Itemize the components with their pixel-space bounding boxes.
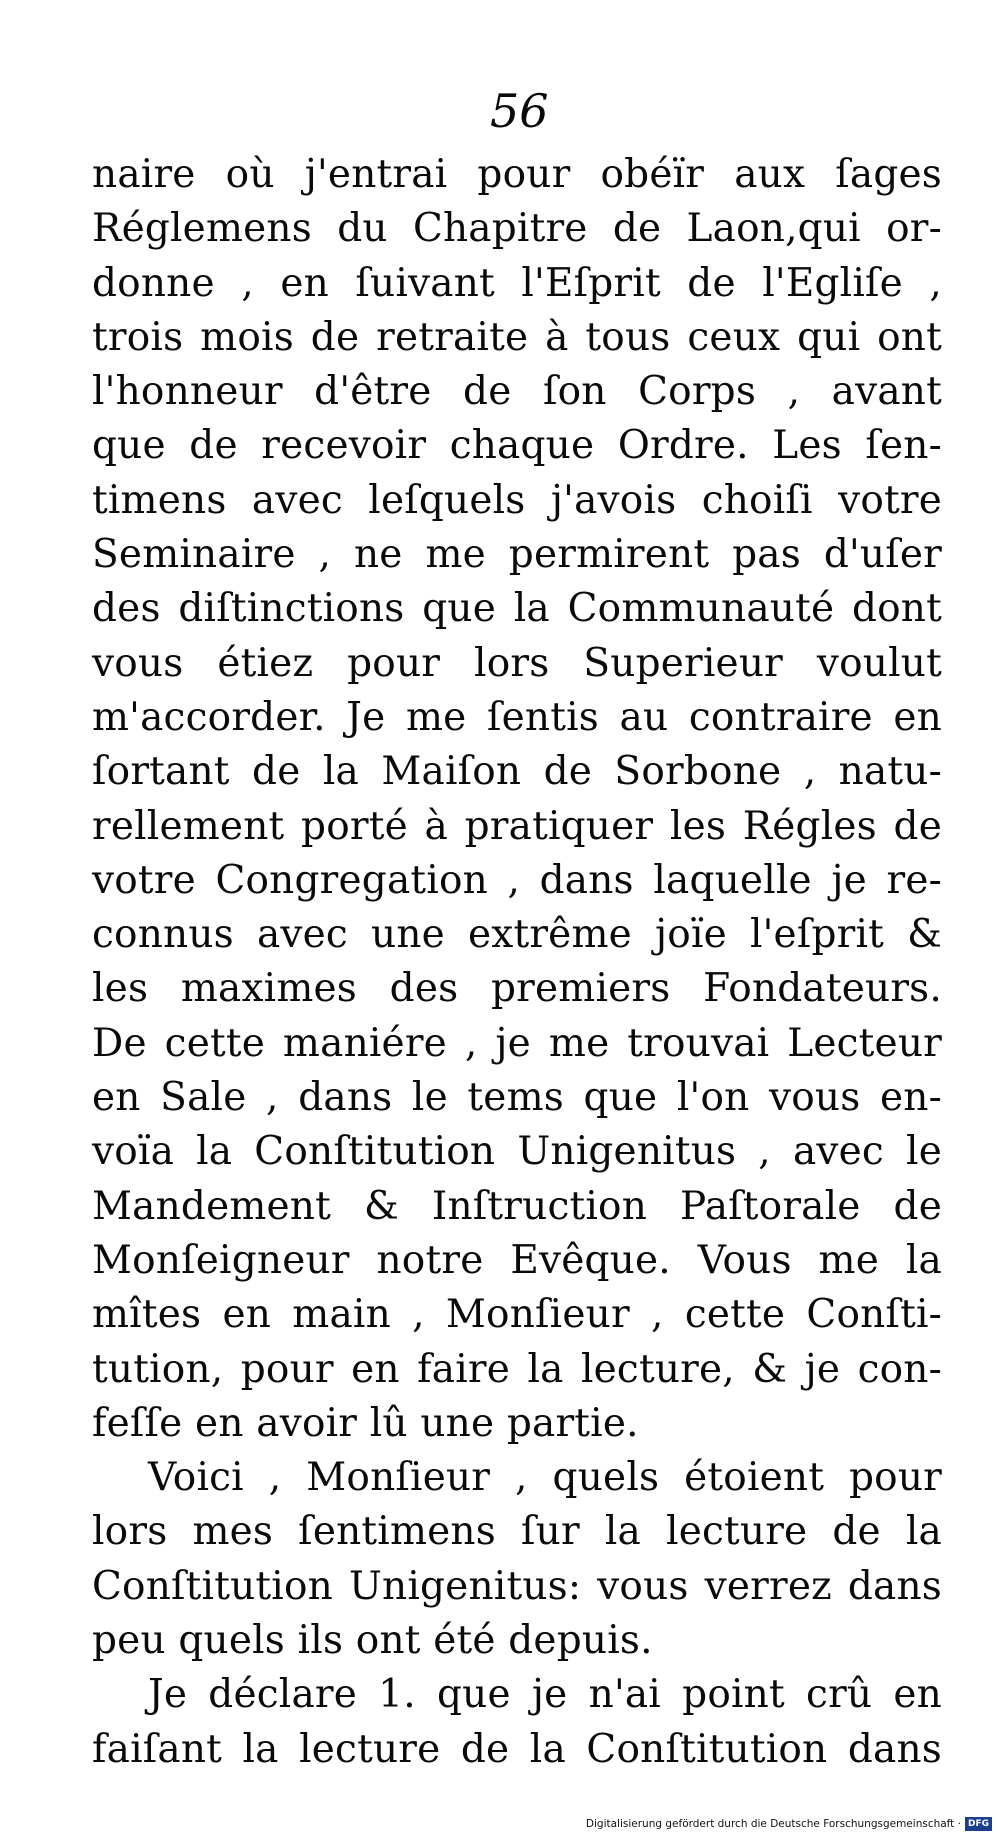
text-line: l'honneur d'être de ſon Corps , avant [92, 369, 942, 415]
text-line: que de recevoir chaque Ordre. Les ſen- [92, 423, 942, 469]
text-line: lors mes ſentimens ſur la lecture de la [92, 1509, 942, 1555]
text-line: feſſe en avoir lû une partie. [92, 1400, 639, 1446]
text-line: Je déclare 1. que je n'ai point crû en [148, 1672, 942, 1718]
text-line: Conſtitution Unigenitus: vous verrez dans [92, 1563, 942, 1609]
text-line: voïa la Conſtitution Unigenitus , avec le [92, 1129, 942, 1175]
text-line: peu quels ils ont été depuis. [92, 1618, 653, 1664]
text-line: donne , en ſuivant l'Eſprit de l'Egliſe , [92, 260, 942, 306]
credit-text: Digitalisierung gefördert durch die Deutsche Forschungsgemeinschaft · [585, 1818, 961, 1830]
text-line: naire où j'entrai pour obéïr aux ſages [92, 152, 942, 197]
text-line: rellement porté à pratiquer les Régles de [92, 803, 942, 849]
text-line: Mandement & Inſtruction Paſtorale de [92, 1183, 942, 1229]
text-line: faiſant la lecture de la Conſtitution dans [92, 1726, 942, 1772]
text-line: connus avec une extrême joïe l'eſprit & [92, 912, 942, 958]
text-line: votre Congregation , dans laquelle je re- [92, 857, 942, 903]
text-line: Seminaire , ne me permirent pas d'uſer [92, 532, 942, 578]
text-line: timens avec leſquels j'avois choiſi votre [92, 477, 942, 523]
text-line: Réglemens du Chapitre de Laon,qui or- [92, 206, 942, 252]
text-line: De cette maniére , je me trouvai Lecteur [92, 1020, 942, 1066]
text-line: les maximes des premiers Fondateurs. [92, 966, 942, 1012]
text-line: Monſeigneur notre Evêque. Vous me la [92, 1237, 942, 1283]
text-line: tution, pour en faire la lecture, & je con- [92, 1346, 942, 1392]
page-number: 56 [490, 84, 549, 138]
text-line: mîtes en main , Monſieur , cette Conſti- [92, 1292, 942, 1338]
digitization-credit [586, 1815, 992, 1833]
text-line: m'accorder. Je me ſentis au contraire en [92, 694, 942, 740]
text-line: trois mois de retraite à tous ceux qui ont [92, 314, 942, 360]
text-line: des diſtinctions que la Communauté dont [92, 586, 942, 632]
text-line: Voici , Monſieur , quels étoient pour [148, 1455, 942, 1501]
text-line: ſortant de la Maiſon de Sorbone , natu- [92, 749, 942, 795]
text-line: en Sale , dans le tems que l'on vous en- [92, 1075, 942, 1121]
text-line: vous étiez pour lors Superieur voulut [92, 640, 942, 686]
body-text [92, 148, 942, 1777]
dfg-logo: DFG [965, 1817, 992, 1831]
